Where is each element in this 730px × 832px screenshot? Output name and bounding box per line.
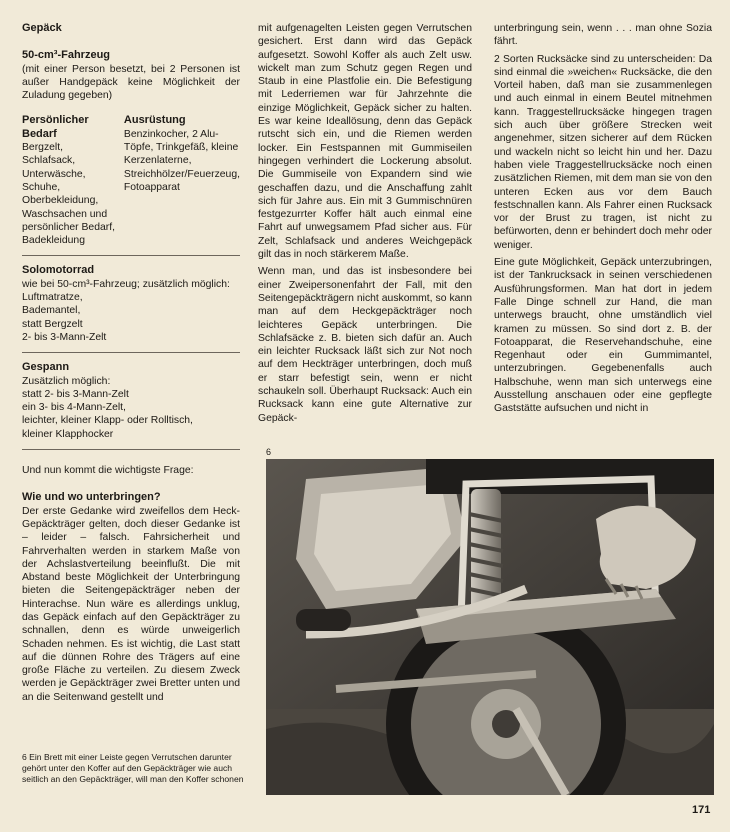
subheading-50ccm: 50-cm³-Fahrzeug bbox=[22, 49, 111, 62]
solo-item: Bademantel, bbox=[22, 305, 81, 317]
heading-equipment: Ausrüstung bbox=[123, 114, 186, 127]
packing-list-table bbox=[22, 114, 240, 247]
motorcycle-luggage-photo bbox=[266, 459, 714, 795]
page-number: 171 bbox=[692, 804, 711, 816]
right-paragraph: unterbringung sein, wenn . . . man ohne Sozia fährt. bbox=[494, 23, 712, 48]
text-50ccm: (mit einer Person besetzt, bei 2 Personen ist außer Handgepäck keine Möglichkeit der Zuladung gegeben) bbox=[22, 63, 240, 102]
middle-paragraph: mit aufgenagelten Leisten gegen Verrutschen gesichert. Erst dann wird das Gepäck aufgesetzt. Sowohl Koffer als auch Zelt usw. wickelt man zum Schutz gegen Regen und Staub in eine Plastfolie ein. Die Befestigung mit Lederriemen war für Jahrzehnte die einzige Möglichkeit, Gepäck sicher zu halten. Es war keine Ideallösung, denn das Gepäck rutscht sich ein, und die Riemen werden locker. Ein Festspannen mit Gummiseilen hingegen verhindert die Lockerung absolut. Die Gummiseile von Expandern sind wie geschaffen dazu, und die Anschaffung zahlt sich für Jahre aus. Ein mit 3 Gummischnüren festgezurrter Koffer hält auch einmal eine Fahrt auf unwegsamem Pfad sicher aus. Für Zelt, Schlafsack und anderes Weichgepäck gilt das in noch stärkerem Maße. bbox=[258, 23, 472, 261]
question-text: Und nun kommt die wichtigste Frage: bbox=[22, 465, 194, 477]
middle-paragraph: Wenn man, und das ist insbesondere bei einer Zweipersonenfahrt der Fall, mit den Seitengepäckträgern nicht auskommt, so kann man auf dem Heckgepäckträger noch leichteres Gepäck unterbringen. Die Schlafsäcke z. B. bieten sich dafür an. Auch ein leichter Rucksack läßt sich zur Not noch auf dem Heckträger unterbringen, doch muß er starr befestigt sein, wenn er nicht schaukeln soll. Überhaupt Rucksack: Auch ein Rucksack kann eine gute Alternative zur Gepäck- bbox=[258, 266, 472, 424]
gespann-item: leichter, kleiner Klapp- oder Rolltisch, bbox=[22, 415, 193, 427]
figure-number: 6 bbox=[266, 447, 272, 457]
divider bbox=[22, 449, 240, 450]
body-how-where: Der erste Gedanke wird zweifellos dem Heck-Gepäckträger gelten, doch dieser Gedanke ist – leider – falsch. Fahrsicherheit und Fahrverhalten werden in starkem Maße von der Achslastverteilung beeinflußt. Die mit Abstand beste Möglichkeit der Unterbringung bieten die Seitengepäckträger neben der Hinterachse. Nun wäre es allerdings unklug, das Gepäck einfach auf den Gepäckträger zu schnallen, denn es würde unweigerlich Schaden nehmen. Es ist wichtig, die Last statt auf die dünnen Rohre des Trägers auf eine große Fläche zu verteilen. Zu diesem Zweck werden je Gepäckträger zwei Bretter unten und an die Seitenwand gestellt und bbox=[22, 505, 240, 703]
right-paragraph: Eine gute Möglichkeit, Gepäck unterzubringen, ist der Tankrucksack in seinen verschiedenen Ausführungsformen. Man hat dort in jedem Falle Dinge schnell zur Hand, die man unterwegs braucht, ohne umständlich viel kramen zu müssen. So sind dort z. B. der Fotoapparat, die Reservehandschuhe, eine Regenhaut oder ein Gummimantel, unterzubringen. Gegebenenfalls auch Halbschuhe, wenn man sich unterwegs eine Ausstellung anschauen oder eine gepflegte Gaststätte aufsuchen und nicht in bbox=[494, 257, 712, 415]
gespann-item: kleiner Klapphocker bbox=[22, 428, 114, 440]
subheading-gespann: Gespann bbox=[22, 361, 70, 374]
gespann-intro: Zusätzlich möglich: bbox=[22, 375, 111, 387]
right-paragraph: 2 Sorten Rucksäcke sind zu unterscheiden: Da sind einmal die »weichen« Rucksäcke, die den Vorteil haben, daß man sie zusammenlegen und auch einmal in einem Beutel mitnehmen kann. Traggestellrucksäcke hingegen tragen sich auch über größere Strecken weit angenehmer, sitzen sicherer auf dem Rücken und wackeln nicht so leicht hin und her. Dazu haben viele Traggestellrucksäcke noch einen zusätzlichen Riemen, mit dem man sie von den unteren Ecken aus vor dem Bauch festschnallen kann. Als Fahrer einen Rucksack vor der Brust zu tragen, ist nicht zu befürworten, denn er behindert doch mehr oder weniger. bbox=[494, 53, 712, 251]
photo-illustration bbox=[266, 459, 714, 795]
divider bbox=[22, 352, 240, 353]
text-personal-needs: Bergzelt, Schlafsack, Unterwäsche, Schuhe, Oberbekleidung, Waschsachen und persönlicher Bedarf, Badekleidung bbox=[22, 142, 115, 247]
subheading-solo: Solomotorrad bbox=[22, 264, 95, 277]
text-equipment: Benzinkocher, 2 Alu-Töpfe, Trinkgefäß, kleine Kerzenlaterne, Streichhölzer/Feuerzeug, Fotoapparat bbox=[123, 128, 240, 193]
solo-item: Luftmatratze, bbox=[22, 292, 83, 304]
middle-column bbox=[258, 22, 472, 429]
solo-item: statt Bergzelt bbox=[22, 318, 83, 330]
divider bbox=[22, 255, 240, 256]
solo-intro: wie bei 50-cm³-Fahrzeug; zusätzlich möglich: bbox=[22, 278, 230, 290]
solo-item: 2- bis 3-Mann-Zelt bbox=[22, 331, 107, 343]
left-column bbox=[22, 22, 240, 708]
figure-caption: 6 Ein Brett mit einer Leiste gegen Verrutschen darunter gehört unter den Koffer auf den Gepäckträger wie auch seitlich an den Gepäckträger, will man den Koffer schonen bbox=[22, 752, 244, 784]
gespann-item: statt 2- bis 3-Mann-Zelt bbox=[22, 388, 129, 400]
right-column bbox=[494, 22, 712, 420]
subheading-how-where: Wie und wo unterbringen? bbox=[22, 491, 161, 504]
heading-personal-needs: Persönlicher Bedarf bbox=[22, 114, 89, 140]
section-heading: Gepäck bbox=[22, 22, 62, 34]
gespann-item: ein 3- bis 4-Mann-Zelt, bbox=[22, 402, 126, 414]
